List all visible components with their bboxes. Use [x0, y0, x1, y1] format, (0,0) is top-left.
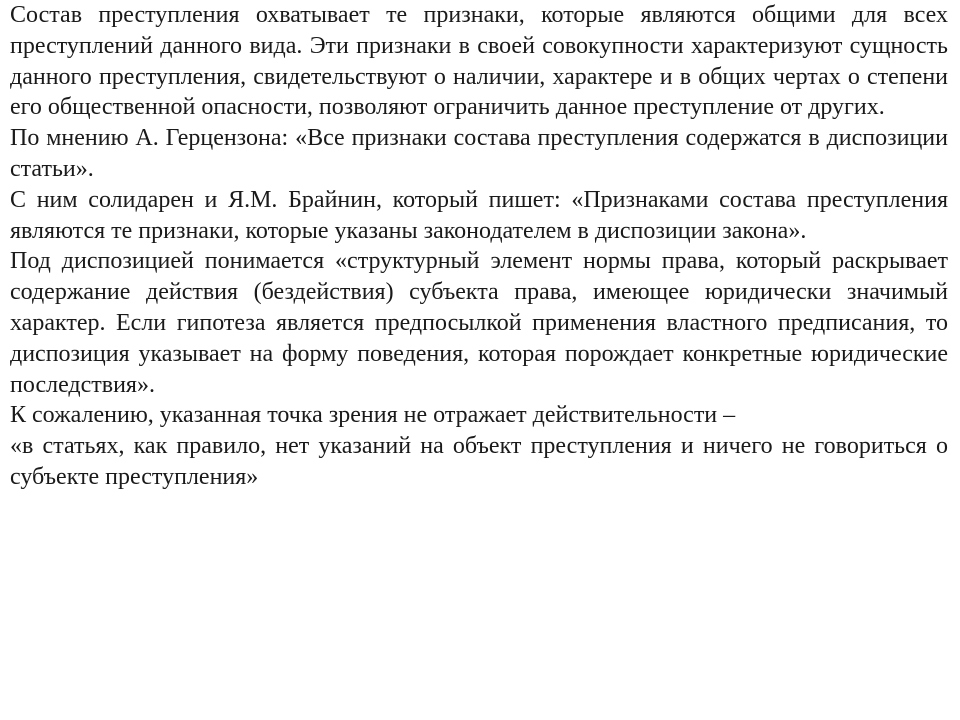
paragraph-critique: К сожалению, указанная точка зрения не отражает действительности –	[10, 402, 736, 429]
slide-text-body	[10, 0, 948, 493]
paragraph-gertsenzon-opinion: По мнению А. Герцензона: «Все признаки состава преступления содержатся в диспозиции статьи».	[10, 125, 948, 182]
paragraph-brainin-opinion: С ним солидарен и Я.М. Брайнин, который пишет: «Признаками состава преступления являются те признаки, которые указаны законодателем в диспозиции закона».	[10, 186, 948, 244]
paragraph-corpus-delicti-definition: Состав преступления охватывает те признаки, которые являются общими для всех преступлений данного вида. Эти признаки в своей совокупности характеризуют сущность данного преступления, свидетельствуют о наличии, характере и в общих чертах о степени его общественной опасности, позволяют ограничить данное преступление от других.	[10, 2, 948, 121]
paragraph-disposition-definition: Под диспозицией понимается «структурный элемент нормы права, который раскрывает содержание действия (бездействия) субъекта права, имеющее юридически значимый характер. Если гипотеза является предпосылкой применения властного предписания, то диспозиция указывает на форму поведения, которая порождает конкретные юридические последствия».	[10, 248, 948, 398]
paragraph-quote: «в статьях, как правило, нет указаний на объект преступления и ничего не говориться о субъекте преступления»	[10, 433, 948, 490]
